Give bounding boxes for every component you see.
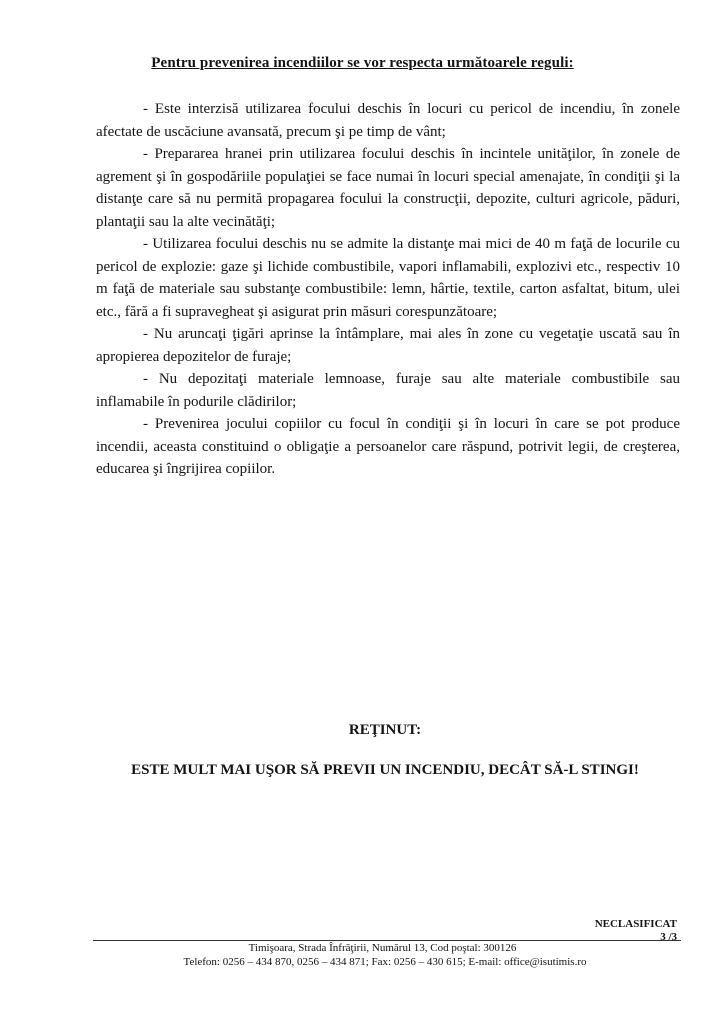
rules-list (96, 98, 680, 481)
rule-children-fire-play: - Prevenirea jocului copiilor cu focul în condiţii şi în locuri în care se pot produce incendii, aceasta constituind o obligaţie a persoanelor care răspund, potrivit legii, de creşterea, educarea şi îngrijirea copiilor. (96, 416, 680, 477)
footer-contact: Telefon: 0256 – 434 870, 0256 – 434 871; Fax: 0256 – 430 615; E-mail: office@isutimis.ro (183, 956, 587, 968)
rule-attic-storage: - Nu depozitaţi materiale lemnoase, furaje sau alte materiale combustibile sau inflamabile în podurile clădirilor; (96, 371, 680, 410)
rule-safe-distances: - Utilizarea focului deschis nu se admite la distanţe mai mici de 40 m faţă de locurile cu pericol de explozie: gaze şi lichide combustibile, vapori inflamabili, explozivi etc., respectiv 10 m faţă de materiale sau substanţe combustibile: lemn, hârtie, textile, carton asfaltat, bitum, ulei etc., fără a fi supravegheat şi asigurat prin măsuri corespunzătoare; (96, 236, 680, 320)
page-number: 3 /3 (660, 931, 677, 943)
classification-label: NECLASIFICAT (594, 918, 677, 930)
rule-cigarettes: - Nu aruncaţi ţigări aprinse la întâmplare, mai ales în zone cu vegetaţie uscată sau în apropierea depozitelor de furaje; (96, 326, 680, 365)
page-title: Pentru prevenirea incendiilor se vor respecta următoarele reguli: (151, 55, 574, 71)
rule-food-preparation: - Prepararea hranei prin utilizarea focului deschis în incintele unităţilor, în zonele de agrement şi în gospodăriile populaţiei se face numai în locuri special amenajate, în condiţii şi la distanţe care să nu permită propagarea focului la construcţii, depozite, culturi agricole, păduri, plantaţii sau la alte vecinătăţi; (96, 146, 680, 230)
rule-open-fire-ban: - Este interzisă utilizarea focului deschis în locuri cu pericol de incendiu, în zonele afectate de uscăciune avansată, precum şi pe timp de vânt; (96, 101, 680, 140)
slogan: ESTE MULT MAI UŞOR SĂ PREVII UN INCENDIU, DECÂT SĂ-L STINGI! (131, 762, 639, 778)
footer-address: Timişoara, Strada Înfrăţirii, Numărul 13, Cod poştal: 300126 (248, 942, 517, 954)
reminder-label: REŢINUT: (348, 722, 422, 738)
